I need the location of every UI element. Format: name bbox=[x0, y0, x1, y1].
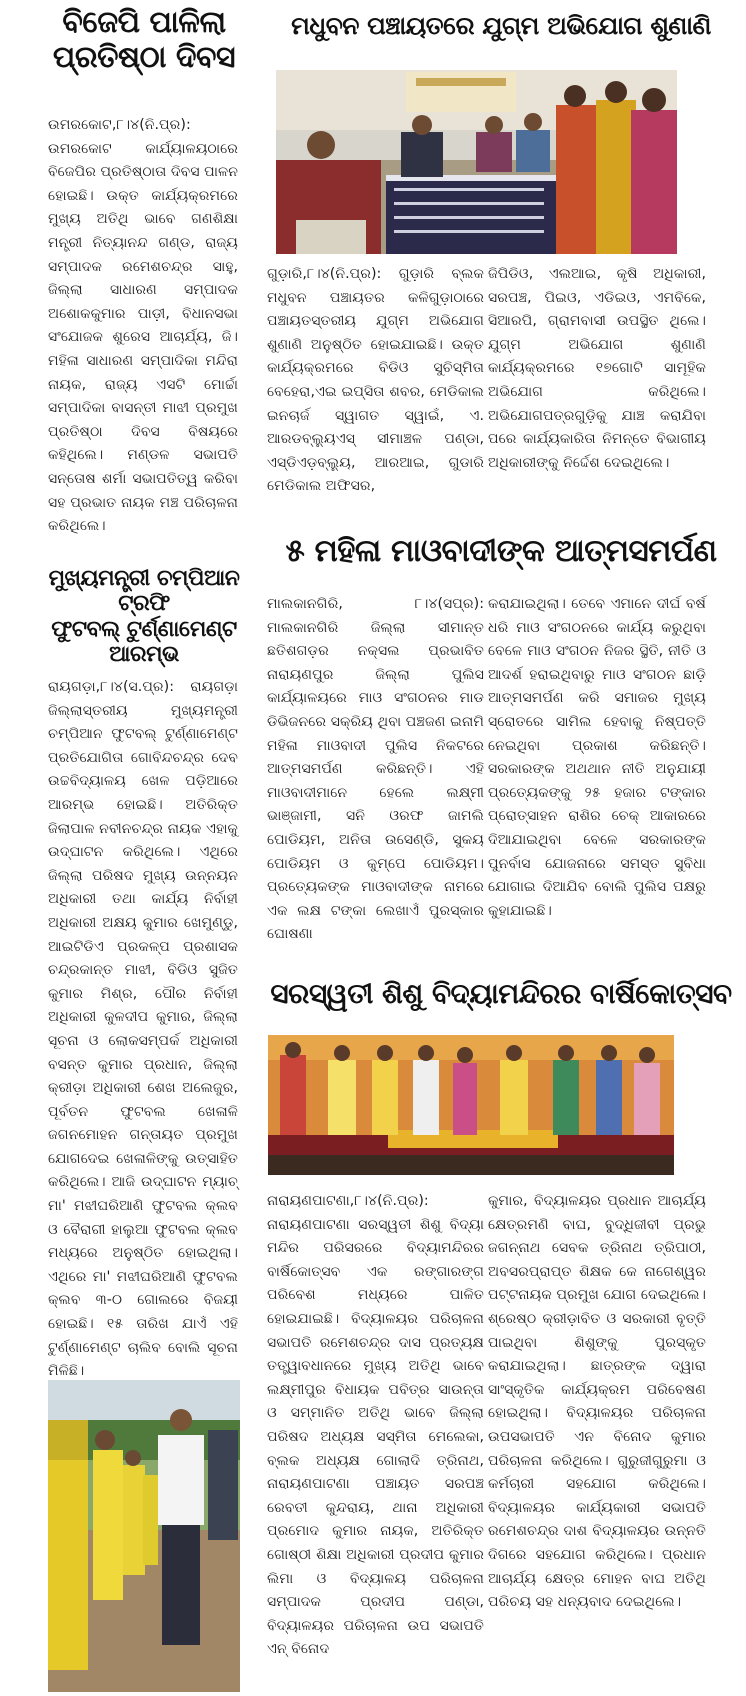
story1-headline-line2: ପ୍ରତିଷ୍ଠା ଦିବସ bbox=[52, 39, 236, 75]
story2-body-col2: ଜିପିଡିଓ, ଏଲଆଇ, କୃଷି ଅଧିକାରୀ, ସରପଞ୍ଚ, ପିଇଓ, ଏଡିଇଓ, ଏମବିକେ, ସିଆରପି, ଗ୍ରାମବାସୀ ଉପସ୍ଥିତ ଥିଲେ। ଯୁଗ୍ମ ଅଭିଯୋଗ ଶୁଣାଣି କାର୍ଯ୍ୟକ୍ରମରେ ୧୭ଗୋଟି ସାମୂହିକ ଅଭିଯୋଗ କରିଥିଲେ। ଅଭିଯୋଗପତ୍ରଗୁଡ଼ିକୁ ଯାଞ୍ଚ କରାଯିବା ପରେ କାର୍ଯ୍ୟକାରିତା ନିମନ୍ତେ ବିଭାଗୀୟ ଅଧିକାରୀଙ୍କୁ ନିର୍ଦ୍ଦେଶ ଦେଇଥିଲେ। bbox=[488, 266, 706, 471]
story1-body: ଉମରକୋଟ,୮।୪(ନି.ପ୍ର): ଉମରକୋଟ କାର୍ଯ୍ୟାଳୟଠାରେ ବିଜେପିର ପ୍ରତିଷ୍ଠାତା ଦିବସ ପାଳନ ହୋଇଛି। ଉକ୍ତ କାର୍ଯ୍ୟକ୍ରମରେ ମୁଖ୍ୟ ଅତିଥି ଭାବେ ଗଣଶିକ୍ଷା ମନ୍ତ୍ରୀ ନିତ୍ୟାନନ୍ଦ ଗଣ୍ଡ, ରାଜ୍ୟ ସମ୍ପାଦକ ରମେଶଚନ୍ଦ୍ର ସାହୁ, ଜିଲ୍ଲା ସାଧାରଣ ସମ୍ପାଦକ ଅଶୋକକୁମାର ପାଡ଼ୀ, ବିଧାନସଭା ସଂଯୋଜକ ଶୁରେସ ଆଚାର୍ଯ୍ୟ, ଜି। ମହିଳା ସାଧାରଣ ସମ୍ପାଦିକା ମନ୍ଦିରା ନାୟକ, ରାଜ୍ୟ ଏସଟି ମୋର୍ଚ୍ଚା ସମ୍ପାଦିକା ବାସନ୍ତୀ ମାଝୀ ପ୍ରମୁଖ ପ୍ରତିଷ୍ଠା ଦିବସ ବିଷୟରେ କହିଥିଲେ। ମଣ୍ଡଳ ସଭାପତି ସନ୍ତୋଷ ଶର୍ମା ସଭାପତିତ୍ୱ କରିବା ସହ ପ୍ରଭାତ ନାୟକ ମଞ୍ଚ ପରିଚାଳନା କରିଥିଲେ। bbox=[48, 117, 238, 535]
story3-body-col1: ମାଲକାନଗିରି, ୮।୪(ସପ୍ର): ମାଲକାନଗିରି ଜିଲ୍ଲା ସୀମାନ୍ତ ଛତିଶଗଡ଼ର ନକ୍ସଲ ପ୍ରଭାବିତ ନାରାୟଣପୁର ଜିଲ୍ଲା ପୁଲିସ କାର୍ଯ୍ୟାଳୟରେ ମାଓ ସଂଗଠନର ମାଡ ଡିଭିଜନରେ ସକ୍ରିୟ ଥିବା ପଞ୍ଚଜଣ ଇନାମି ମହିଳା ମାଓବାଦୀ ପୁଲିସ ନିକଟରେ ଆତ୍ମସମର୍ପଣ କରିଛନ୍ତି। ଏହି ମାଓବାଦୀମାନେ ହେଲେ ଲକ୍ଷ୍ମୀ ଭାଞ୍ଜାମୀ, ସନି ଓରଫ ଜାମଲି ପୋଡିୟମ, ଅନିତା ଉସେଣ୍ଡି, ସୁକୟ ପୋଡିୟମ ଓ କୁମ୍ପେ ପୋଡିୟମ। ପ୍ରତ୍ୟେକଙ୍କ ମାଓବାଦୀଙ୍କ ନାମରେ ଏକ ଲକ୍ଷ ଟଙ୍କା ଲେଖାଏଁ ପୁରସ୍କାର ଘୋଷଣା bbox=[267, 596, 484, 943]
story4-headline-line2: ଫୁଟବଲ୍ ଟୁର୍ଣ୍ଣାମେଣ୍ଟ ଆରମ୍ଭ bbox=[51, 616, 237, 667]
story3-headline: ୫ ମହିଳା ମାଓବାଦୀଙ୍କ ଆତ୍ମସମର୍ପଣ bbox=[285, 533, 717, 569]
annual-function-photo bbox=[268, 1035, 674, 1175]
story3-body-col2: କରାଯାଇଥିଲା। ତେବେ ଏମାନେ ଦୀର୍ଘ ବର୍ଷ ଧରି ମାଓ ସଂଗଠନରେ କାର୍ଯ୍ୟ କରୁଥିବା ବେଳେ ମାଓ ସଂଗଠନ ନିଜର ସ୍ଥିତି, ନୀତି ଓ ଆଦର୍ଶ ହରାଇଥିବାରୁ ମାଓ ସଂଗଠନ ଛାଡ଼ି ଆତ୍ମସମର୍ପଣ କରି ସମାଜର ମୁଖ୍ୟ ସ୍ରୋତରେ ସାମିଲ ହେବାକୁ ନିଷ୍ପତ୍ତି ନେଇଥିବା ପ୍ରକାଶ କରିଛନ୍ତି। ସରକାରଙ୍କ ଅଥଥାନ ନୀତି ଅନୁଯାୟୀ ପ୍ରତ୍ୟେକଙ୍କୁ ୨୫ ହଜାର ଟଙ୍କାର ପ୍ରୋତ୍ସାହନ ରାଶିର ଚେକ୍ ଆକାରରେ ଦିଆଯାଇଥିବା ବେଳେ ସରକାରଙ୍କ ପୁନର୍ବାସ ଯୋଜନାରେ ସମସ୍ତ ସୁବିଧା ଯୋଗାଇ ଦିଆଯିବ ବୋଲି ପୁଲିସ ପକ୍ଷରୁ କୁହାଯାଇଛି। bbox=[488, 596, 706, 919]
story5-body-col2: କୁମାର, ବିଦ୍ୟାଳୟର ପ୍ରଧାନ ଆଚାର୍ଯ୍ୟ କ୍ଷେତ୍ରମଣି ବାଘ, ବୁଦ୍ଧିଜୀବୀ ପ୍ରଭୁ ଜଗନ୍ନାଥ ସେବକ ତ୍ରିନାଥ ତ୍ରିପାଠୀ, ଅବସରପ୍ରାପ୍ତ ଶିକ୍ଷକ କେ ନାଗେଶ୍ୱର ପଟ୍ଟନାୟକ ପ୍ରମୁଖ ଯୋଗ ଦେଇଥିଲେ। ଶ୍ରେଷ୍ଠ କ୍ରୀଡ଼ାବିତ ଓ ସରକାରୀ ବୃତ୍ତି ପାଇଥିବା ଶିଶୁଙ୍କୁ ପୁରସ୍କୃତ କରାଯାଇଥିଲା। ଛାତ୍ରଙ୍କ ଦ୍ୱାରା ସାଂସ୍କୃତିକ କାର୍ଯ୍ୟକ୍ରମ ପରିବେଷଣ ହୋଇଥିଲା। ବିଦ୍ୟାଳୟର ପରିଚାଳନା ଉପସଭାପତି ଏନ ବିନୋଦ କୁମାର ପରିଚାଳନା କରିଥିଲେ। ଗୁରୁଜୀଗୁରୁମା ଓ କର୍ମଚାରୀ ସହଯୋଗ କରିଥିଲେ। ବିଦ୍ୟାଳୟର କାର୍ଯ୍ୟକାରୀ ସଭାପତି ରମେଶଚନ୍ଦ୍ର ଦାଶ ବିଦ୍ୟାଳୟର ଉନ୍ନତି ଦିଗରେ ସହଯୋଗ କରିଥିଲେ। ପ୍ରଧାନ ଆଚାର୍ଯ୍ୟ କ୍ଷେତ୍ର ମୋହନ ବାଘ ଅତିଥି ପରିଚୟ ସହ ଧନ୍ୟବାଦ ଦେଇଥିଲେ। bbox=[488, 1193, 706, 1611]
story4-headline bbox=[48, 566, 240, 667]
story2-headline: ମଧୁବନ ପଞ୍ଚାୟତରେ ଯୁଗ୍ମ ଅଭିଯୋଗ ଶୁଣାଣି bbox=[291, 11, 711, 40]
story1-headline-line1: ବିଜେପି ପାଳିଲା bbox=[62, 5, 226, 40]
story2-body-col1: ଗୁଡ଼ାରି,୮।୪(ନି.ପ୍ର): ଗୁଡ଼ାରି ବ୍ଲକ ମଧୁବନ ପଞ୍ଚାୟତର କଳିଗୁଡ଼ାଠାରେ ପଞ୍ଚାୟତସ୍ତରୀୟ ଯୁଗ୍ମ ଅଭିଯୋଗ ଶୁଣାଣି ଅନୁଷ୍ଠିତ ହୋଇଯାଇଛି। ଉକ୍ତ କାର୍ଯ୍ୟକ୍ରମରେ ବିଡିଓ ସୁଚିସ୍ମିତା ବେହେରା,ଏଇ ଇପ୍ସିତା ଶବର, ମେଡିକାଲ ଇନଚାର୍ଜ ସ୍ୱାଗତ ସ୍ୱାଇଁ, ଏ. ଆରଡବ୍ଲ୍ୟୁଏସ୍ ସୀମାଞ୍ଚଳ ପଣ୍ଡା, ଏସ୍‌ଡିଏଡ଼ବ୍ଲ୍ୟୁ, ଆରଆଇ, ଗୁଡାରି ମେଡିକାଲ ଅଫିସର, bbox=[267, 266, 484, 495]
story4-headline-line1: ମୁଖ୍ୟମନ୍ତ୍ରୀ ଚମ୍ପିଆନ ଟ୍ରଫି bbox=[48, 566, 240, 617]
story5-body-col1: ନାରାୟଣପାଟଣା,୮।୪(ନି.ପ୍ର): ନାରାୟଣପାଟଣା ସରସ୍ୱତୀ ଶିଶୁ ବିଦ୍ୟା ମନ୍ଦିର ପରିସରରେ ବିଦ୍ୟାମନ୍ଦିରର ବାର୍ଷିକୋତ୍ସବ ଏକ ରଙ୍ଗାରଙ୍ଗ ପରିବେଶ ମଧ୍ୟରେ ପାଳିତ ହୋଇଯାଇଛି। ବିଦ୍ୟାଳୟର ପରିଚାଳନା ସଭାପତି ରମେଶଚନ୍ଦ୍ର ଦାସ ପ୍ରତ୍ୟକ୍ଷ ତତ୍ତ୍ୱାବଧାନରେ ମୁଖ୍ୟ ଅତିଥି ଭାବେ ଲକ୍ଷ୍ମୀପୁର ବିଧାୟକ ପବିତ୍ର ସାଉନ୍ତା ଓ ସମ୍ମାନିତ ଅତିଥି ଭାବେ ଜିଲ୍ଲା ପରିଷଦ ଅଧ୍ୟକ୍ଷ ସସ୍ମିତା ମେଲେକା, ବ୍ଲକ ଅଧ୍ୟକ୍ଷ ଗୋଲାଦି ତ୍ରିନାଥ, ନାରାୟଣପାଟଣା ପଞ୍ଚାୟତ ସରପଞ୍ଚ ରେବତୀ କୁନ୍ଦରାୟ, ଥାନା ଅଧିକାରୀ ପ୍ରମୋଦ କୁମାର ନାୟକ, ଅତିରିକ୍ତ ଗୋଷ୍ଠୀ ଶିକ୍ଷା ଅଧିକାରୀ ପ୍ରଦୀପ କୁମାର ଲିମା ଓ ବିଦ୍ୟାଳୟ ପରିଚାଳନା ସମ୍ପାଦକ ପ୍ରଦୀପ ପଣ୍ଡା, ବିଦ୍ୟାଳୟର ପରିଚାଳନା ଉପ ସଭାପତି ଏନ୍ ବିନୋଦ bbox=[267, 1193, 484, 1658]
football-photo bbox=[48, 1380, 240, 1692]
story5-headline: ସରସ୍ୱତୀ ଶିଶୁ ବିଦ୍ୟାମନ୍ଦିରର ବାର୍ଷିକୋତ୍ସବ bbox=[270, 977, 732, 1010]
story1-headline bbox=[48, 6, 240, 75]
grievance-hearing-photo bbox=[276, 70, 677, 254]
story4-body: ରାୟଗଡ଼ା,୮।୪(ସ.ପ୍ର): ରାୟଗଡ଼ା ଜିଲ୍ଲାସ୍ତରୀୟ ମୁଖ୍ୟମନ୍ତ୍ରୀ ଚମ୍ପିଆନ ଫୁଟବଲ୍ ଟୁର୍ଣ୍ଣାମେଣ୍ଟ ପ୍ରତିଯୋଗିତା ଗୋବିନ୍ଦଚନ୍ଦ୍ର ଦେବ ଉଚ୍ଚବିଦ୍ୟାଳୟ ଖେଳ ପଡ଼ିଆରେ ଆରମ୍ଭ ହୋଇଛି। ଅତିରିକ୍ତ ଜିଲାପାଳ ନବୀନଚନ୍ଦ୍ର ନାୟକ ଏହାକୁ ଉଦ୍‌ଘାଟନ କରିଥିଲେ। ଏଥିରେ ଜିଲ୍ଲା ପରିଷଦ ମୁଖ୍ୟ ଉନ୍ନୟନ ଅଧିକାରୀ ତଥା କାର୍ଯ୍ୟ ନିର୍ବାହୀ ଅଧିକାରୀ ଅକ୍ଷୟ କୁମାର ଖେମୁଣ୍ଡୁ, ଆଇଟିଡିଏ ପ୍ରକଳ୍ପ ପ୍ରଶାସକ ଚନ୍ଦ୍ରକାନ୍ତ ମାଝୀ, ବିଡିଓ ସୁଜିତ କୁମାର ମିଶ୍ର, ପୌର ନିର୍ବାହୀ ଅଧିକାରୀ କୁଳଦୀପ କୁମାର, ଜିଲ୍ଲା ସୂଚନା ଓ ଲୋକସମ୍ପର୍କ ଅଧିକାରୀ ବସନ୍ତ କୁମାର ପ୍ରଧାନ, ଜିଲ୍ଲା କ୍ରୀଡ଼ା ଅଧିକାରୀ ଶେଖ ଅଲେଜୁର, ପୂର୍ବତନ ଫୁଟବଲ ଖେଳାଳି ଜଗନମୋହନ ଗନ୍ତାୟତ ପ୍ରମୁଖ ଯୋଗଦେଇ ଖେଳାଳିଙ୍କୁ ଉତ୍ସାହିତ କରିଥିଲେ। ଆଜି ଉଦ୍‌ଘାଟନ ମ୍ୟାଚ୍ ମା' ମଝୀଘରିଆଣି ଫୁଟବଲ କ୍ଲବ ଓ ବୈରାଗୀ ହାଲୁଆ ଫୁଟବଲ କ୍ଲବ ମଧ୍ୟରେ ଅନୁଷ୍ଠିତ ହୋଇଥିଲା। ଏଥିରେ ମା' ମଝୀଘରିଆଣି ଫୁଟବଲ କ୍ଲବ ୩-୦ ଗୋଲରେ ବିଜୟୀ ହୋଇଛି। ୧୫ ତାରିଖ ଯାଏଁ ଏହି ଟୁର୍ଣ୍ଣାମେଣ୍ଟ ଚାଲିବ ବୋଲି ସୂଚନା ମିଳିଛି। bbox=[48, 679, 238, 1380]
